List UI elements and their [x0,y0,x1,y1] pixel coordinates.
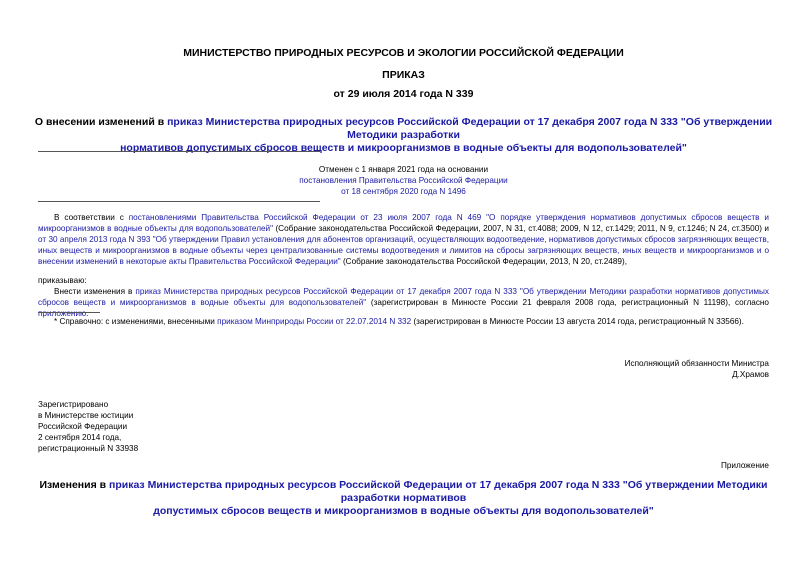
order-text: . [86,309,89,318]
registration-line: 2 сентября 2014 года, [38,433,122,442]
doc-type: ПРИКАЗ [382,69,425,81]
registration-line: Зарегистрировано [38,400,109,409]
decree-469-link[interactable]: постановлениями Правительства Российской Федерации от 23 июля 2007 года N 469 "О порядке утверждения нормативов допустимых сбросов веществ и микроорганизмов в водные объекты для водопользователей" [38,213,770,233]
registration-line: регистрационный N 33938 [38,444,139,453]
repeal-link-line3[interactable]: от 18 сентября 2020 года N 1496 [341,187,466,196]
order-333-link[interactable]: приказ Министерства природных ресурсов Российской Федерации от 17 декабря 2007 года N 333 "Об утверждении Методики разработки нормативов допустимых сбросов веществ и микроорганизмов в водные объекты для водопользователей" [38,287,769,307]
registration-line: в Министерстве юстиции [38,411,134,420]
appendix-title-link-line2[interactable]: допустимых сбросов веществ и микроорганизмов в водные объекты для водопользователей" [153,505,654,517]
repeal-line1: Отменен с 1 января 2021 года на основании [318,165,489,174]
footnote-text: * Справочно: с изменениями, внесенными [54,317,218,326]
appendix-title-link-line1[interactable]: приказ Министерства природных ресурсов Российской Федерации от 17 декабря 2007 года N 333 "Об утверждении Методики разработки нормативов [109,479,768,504]
decree-393-link[interactable]: от 30 апреля 2013 года N 393 "Об утверждении Правил установления для абонентов организаций, осуществляющих водоотведение, нормативов допустимых сбросов загрязняющих веществ, иных веществ и микроорганизмов в водные объекты через централизованные системы водоотведения и лимитов на сбросы загрязняющих веществ, иных веществ и микроорганизмов и о внесении изменений в некоторые акты Правительства Российской Федерации" [38,235,769,266]
title-link-line2[interactable]: нормативов допустимых сбросов веществ и микроорганизмов в водные объекты для водопользователей" [120,142,687,154]
appendix-link[interactable]: приложению [38,309,87,318]
preamble-text: (Собрание законодательства Российской Федерации, 2013, N 20, ст.2489), [340,257,627,266]
footnote [54,316,769,327]
preamble-text: В соответствии с [54,213,129,222]
appendix-title-prefix: Изменения в [39,479,109,491]
appendix-title [20,479,787,518]
footnote-divider [38,312,100,313]
order-word: приказываю: [38,276,87,285]
registration-block [38,399,138,454]
preamble-paragraph [38,212,769,267]
order-text: (зарегистрирован в Минюсте России 21 февраля 2008 года, регистрационный N 11198), согласно [366,298,769,307]
signature-block [625,358,769,380]
order-paragraph [38,286,769,319]
divider [38,151,320,152]
footnote-text: (зарегистрирован в Минюсте России 13 августа 2014 года, регистрационный N 33566). [411,317,744,326]
appendix-label: Приложение [720,461,769,470]
repeal-link-line2[interactable]: постановления Правительства Российской Федерации [299,176,508,185]
page-title [20,116,787,155]
order-text: Внести изменения в [54,287,136,296]
repeal-note [0,164,807,197]
doc-date-number: от 29 июля 2014 года N 339 [333,88,474,100]
preamble-text: (Собрание законодательства Российской Федерации, 2007, N 31, ст.4088; 2009, N 12, ст.1429; 2011, N 9, ст.1246; N 24, ст.3500) и [273,224,769,233]
title-prefix: О внесении изменений в [34,116,168,128]
divider [38,201,320,202]
ministry-header: МИНИСТЕРСТВО ПРИРОДНЫХ РЕСУРСОВ И ЭКОЛОГИИ РОССИЙСКОЙ ФЕДЕРАЦИИ [183,47,624,59]
signature-name: Д.Храмов [732,370,769,379]
title-link-line1[interactable]: приказ Министерства природных ресурсов Российской Федерации от 17 декабря 2007 года N 333 "Об утверждении Методики разработки [167,116,773,141]
registration-line: Российской Федерации [38,422,128,431]
signature-position: Исполняющий обязанности Министра [624,359,769,368]
footnote-link[interactable]: приказом Минприроды России от 22.07.2014 N 332 [217,317,412,326]
